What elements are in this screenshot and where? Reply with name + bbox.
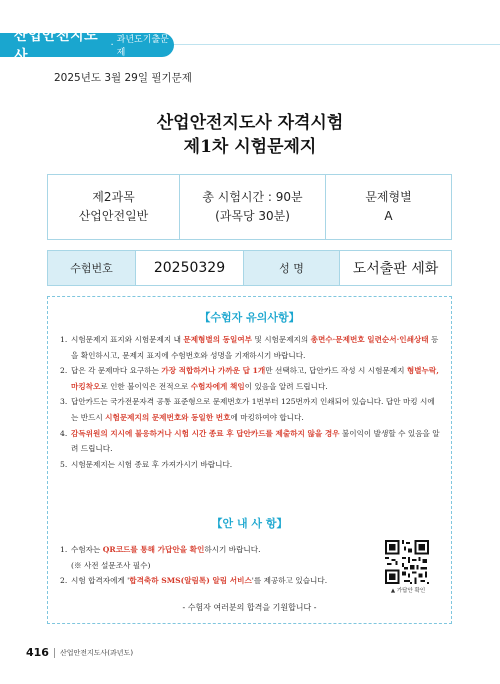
tab-separator: · [110, 39, 114, 51]
item-number: 1. [60, 335, 68, 344]
guide-list [60, 542, 380, 589]
page-title: 산업안전지도사 자격시험 [156, 113, 344, 133]
text-run: 만 선택하고, 답안카드 작성 시 시험문제지 [265, 366, 407, 376]
item-note: (※ 사전 설문조사 필수) [71, 560, 151, 570]
item-text [71, 542, 380, 558]
text-run: '를 제공하고 있습니다. [251, 576, 328, 586]
item-number: 2. [60, 576, 68, 586]
notice-item-4 [60, 426, 440, 457]
qr-caption: ▲ 가답안 확인 [390, 588, 426, 594]
text-run: 수험자는 [71, 545, 103, 554]
text-run: 에 마킹하여야 합니다. [230, 412, 304, 422]
text-run: 시험문제지 표지와 시험문제지 내 [71, 335, 184, 344]
exam-number-value: 20250329 [136, 251, 244, 285]
type-value: A [384, 209, 393, 223]
item-text [71, 332, 440, 363]
footer-text: 산업안전지도사(과년도) [59, 648, 134, 657]
notice-item-1 [60, 332, 440, 363]
guide-item-1-note [60, 558, 380, 574]
exam-number-label: 수험번호 [48, 251, 136, 285]
text-run: 답안카드는 국가전문자격 공통 표준형으로 문제번호가 1번부터 125번까지 인쇄되어 있습니다. 답안 마킹 시에는 반드시 [71, 397, 435, 422]
text-run: 하시기 바랍니다. [204, 545, 261, 554]
highlight-red: 시험문제지의 문제번호와 동일한 번호 [105, 412, 231, 422]
item-number: 4. [60, 428, 68, 438]
notice-item-3 [60, 394, 440, 425]
exam-info-box [47, 174, 452, 240]
highlight-red: 감독위원의 지시에 불응하거나 시험 시간 종료 후 답안카드를 제출하지 않을 경우 [71, 428, 340, 438]
item-text [71, 394, 440, 425]
type-label: 문제형별 [365, 190, 412, 204]
notice-title: 【수험자 유의사항】 [199, 311, 300, 324]
subject-cell [48, 175, 180, 239]
text-run: 시험 합격자에게 ' [71, 576, 130, 586]
highlight-red: QR코드를 통해 가답안을 확인 [102, 545, 205, 554]
per-subject-time: (과목당 30분) [215, 209, 290, 223]
highlight-red: 합격축하 SMS(알림톡) 알림 서비스 [129, 576, 252, 586]
item-number: 1. [60, 545, 68, 554]
examinee-row [47, 250, 452, 286]
notice-item-5 [60, 457, 440, 473]
subject-name: 산업안전일반 [78, 209, 149, 223]
text-run: 답은 각 문제마다 요구하는 [71, 366, 162, 376]
exam-date: 2025년도 3월 29일 필기문제 [54, 72, 192, 84]
guide-item-2 [60, 573, 380, 589]
name-label: 성 명 [244, 251, 340, 285]
text-run: 이 있음을 알려 드립니다. [244, 381, 328, 391]
tab-subtitle: 과년도기출문제 [116, 35, 169, 58]
time-cell [180, 175, 326, 239]
item-number: 2. [60, 366, 68, 376]
top-bar [0, 0, 500, 72]
name-value: 도서출판 세화 [352, 261, 439, 277]
subject-label: 제2과목 [92, 190, 135, 204]
indent [60, 558, 71, 574]
page-footer [26, 646, 133, 659]
page-number: 416 [26, 646, 49, 659]
total-time: 총 시험시간 : 90분 [202, 190, 303, 204]
book-section-tab [0, 28, 174, 64]
item-text: 시험문제지는 시험 종료 후 가져가시기 바랍니다. [71, 459, 233, 469]
notice-box [47, 296, 452, 624]
guide-title: 【안 내 사 항】 [211, 517, 288, 530]
text-run: 로 인한 불이익은 전적으로 [100, 381, 191, 391]
item-text [71, 573, 380, 589]
item-text [71, 426, 440, 457]
text-run: 및 시험문제지의 [252, 335, 311, 344]
highlight-red: 수험자에게 책임 [190, 381, 245, 391]
tab-main-title: 산업안전지도사 [14, 28, 99, 64]
item-number: 3. [60, 397, 68, 407]
item-number: 5. [60, 459, 68, 469]
page-subtitle: 제1차 시험문제지 [183, 137, 317, 157]
highlight-red: 총면수·문제번호 일련순서·인쇄상태 [310, 335, 429, 344]
guide-item-1 [60, 542, 380, 558]
type-cell [326, 175, 451, 239]
notice-item-2 [60, 363, 440, 394]
footer-divider [54, 648, 55, 658]
item-text [71, 363, 440, 394]
text-run: 등을 확인하시고, 문제지 표지에 수험번호와 성명을 기재하시기 바랍니다. [71, 335, 439, 360]
closing-message: - 수험자 여러분의 합격을 기원합니다 - [182, 603, 317, 612]
highlight-red: 형별누락, 마킹착오 [71, 366, 439, 391]
text-run: 불이익이 발생할 수 있음을 알려 드립니다. [71, 428, 440, 454]
notice-list [60, 332, 440, 472]
highlight-red: 가장 적합하거나 가까운 답 1개 [161, 366, 266, 376]
qr-code-icon[interactable] [385, 540, 429, 584]
highlight-red: 문제형별의 동일여부 [183, 335, 253, 344]
